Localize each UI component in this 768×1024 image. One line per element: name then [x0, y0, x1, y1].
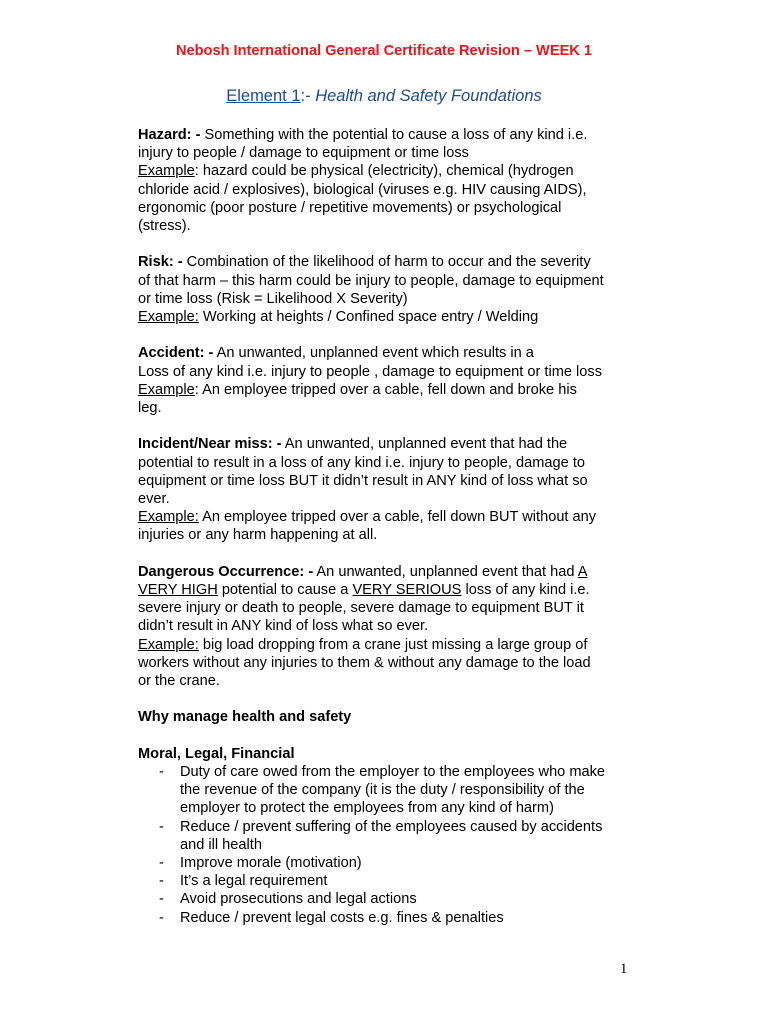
definition-dangerous-occurrence	[138, 563, 638, 690]
bullet-dash: -	[159, 891, 164, 908]
example-label: Example	[138, 381, 195, 398]
bullet-dash: -	[159, 855, 164, 872]
definition-text: ever.	[138, 491, 170, 508]
definition-term: Hazard: -	[138, 127, 201, 143]
reasons-list	[138, 763, 638, 927]
definition-accident	[138, 344, 638, 417]
document-title: Nebosh International General Certificate Revision – WEEK 1	[175, 43, 593, 59]
bullet-dash: -	[159, 909, 164, 926]
element-separator: :-	[300, 87, 311, 105]
definition-text: loss of any kind i.e.	[461, 582, 590, 599]
example-text: workers without any injuries to them & without any damage to the load	[138, 654, 591, 671]
emphasis-text: VERY SERIOUS	[352, 582, 462, 599]
example-text: (stress).	[138, 218, 191, 235]
definition-text: injury to people / damage to equipment or time loss	[138, 145, 469, 162]
example-text: chloride acid / explosives), biological (viruses e.g. HIV causing AIDS),	[138, 181, 587, 198]
example-text: or the crane.	[138, 673, 220, 690]
definition-text: Combination of the likelihood of harm to occur and the severity	[182, 254, 591, 271]
definition-term: Incident/Near miss: -	[138, 436, 282, 453]
definition-text: potential to result in a loss of any kind i.e. injury to people, damage to	[138, 454, 585, 471]
definition-text: severe injury or death to people, severe damage to equipment BUT it	[138, 600, 584, 617]
definition-text: equipment or time loss BUT it didn’t result in ANY kind of loss what so	[138, 472, 588, 489]
definition-term: Risk: -	[138, 254, 183, 271]
emphasis-text: A	[577, 563, 588, 580]
definition-text: potential to cause a	[217, 582, 353, 599]
element-title: Health and Safety Foundations	[310, 87, 542, 105]
example-text: leg.	[138, 400, 162, 417]
section-subheading: Moral, Legal, Financial	[138, 745, 295, 762]
list-item: - Duty of care owed from the employer to the employees who make the revenue of the company (it is the duty / responsibility of the employer to protect the employees from any kind of harm)	[159, 764, 606, 817]
definition-text: or time loss (Risk = Likelihood X Severity)	[138, 290, 408, 307]
definition-text: An unwanted, unplanned event which results in a	[213, 345, 534, 362]
definition-risk	[138, 253, 638, 326]
example-text: An employee tripped over a cable, fell down BUT without any	[198, 509, 597, 526]
definition-text: An unwanted, unplanned event that had the	[281, 436, 568, 453]
element-heading	[0, 86, 768, 106]
definition-text: didn’t result in ANY kind of loss what so ever.	[138, 618, 429, 635]
definition-text: of that harm – this harm could be injury to people, damage to equipment	[138, 272, 604, 289]
definition-term: Accident: -	[138, 345, 214, 362]
example-label: Example	[138, 163, 195, 180]
example-text: big load dropping from a crane just missing a large group of	[198, 636, 588, 653]
element-number: Element 1	[226, 87, 301, 105]
definition-hazard	[138, 126, 638, 235]
document-body	[138, 126, 638, 927]
example-text: ergonomic (poor posture / repetitive movements) or psychological	[138, 199, 562, 216]
bullet-dash: -	[159, 764, 164, 781]
example-text: Working at heights / Confined space entry / Welding	[198, 309, 539, 326]
example-label: Example:	[138, 309, 199, 326]
bullet-dash: -	[159, 818, 164, 835]
list-item: - Avoid prosecutions and legal actions	[159, 891, 417, 908]
page-number: 1	[620, 961, 628, 977]
list-item: - Reduce / prevent suffering of the employees caused by accidents and ill health	[159, 818, 603, 853]
list-item: - It’s a legal requirement	[159, 873, 328, 890]
section-heading: Why manage health and safety	[138, 709, 352, 726]
list-item: - Improve morale (motivation)	[159, 855, 362, 872]
definition-text: An unwanted, unplanned event that had	[313, 563, 578, 580]
emphasis-text: VERY HIGH	[138, 582, 218, 599]
example-text: : An employee tripped over a cable, fell down and broke his	[194, 381, 577, 398]
definition-term: Dangerous Occurrence: -	[138, 563, 314, 580]
definition-incident-near-miss	[138, 435, 638, 544]
example-label: Example:	[138, 636, 199, 653]
list-item: - Reduce / prevent legal costs e.g. fines & penalties	[159, 909, 504, 926]
bullet-dash: -	[159, 873, 164, 890]
example-text: injuries or any harm happening at all.	[138, 527, 378, 544]
example-label: Example:	[138, 509, 199, 526]
definition-text: Loss of any kind i.e. injury to people , damage to equipment or time loss	[138, 363, 603, 380]
definition-text: Something with the potential to cause a loss of any kind i.e.	[200, 127, 588, 143]
example-text: : hazard could be physical (electricity), chemical (hydrogen	[194, 163, 574, 180]
